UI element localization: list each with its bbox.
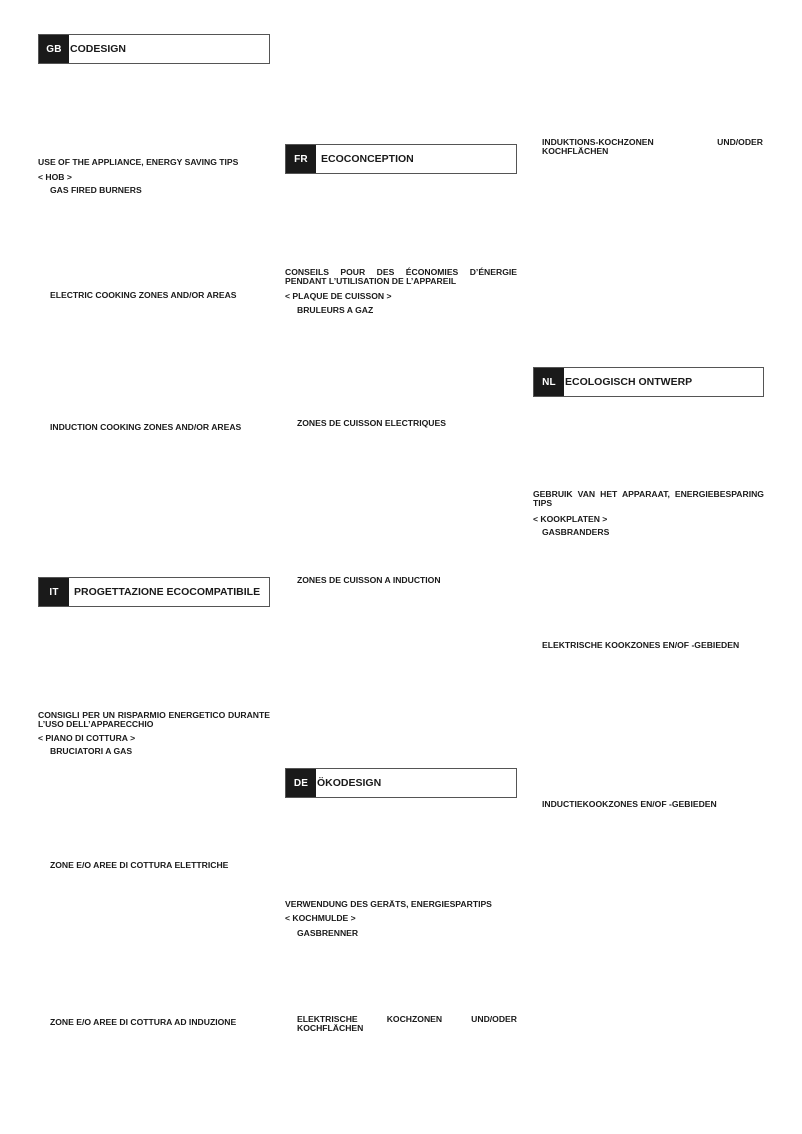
- fr-electric-zones-heading: ZONES DE CUISSON ELECTRIQUES: [297, 418, 446, 428]
- fr-language-code: FR: [286, 145, 316, 173]
- nl-induction-zones-heading: INDUCTIEKOOKZONES EN/OF -GEBIEDEN: [542, 799, 717, 809]
- it-electric-zones-heading: ZONE E/O AREE DI COTTURA ELETTRICHE: [50, 860, 229, 870]
- de-section-title: ÖKODESIGN: [317, 777, 382, 789]
- fr-section-header: [285, 144, 517, 174]
- nl-section-header: [533, 367, 764, 397]
- gb-induction-zones-heading: INDUCTION COOKING ZONES AND/OR AREAS: [50, 422, 242, 432]
- nl-gas-burners-heading: GASBRANDERS: [542, 527, 610, 537]
- gb-gas-burners-heading: GAS FIRED BURNERS: [50, 185, 142, 195]
- it-energy-tips-heading: CONSIGLI PER UN RISPARMIO ENERGETICO DURANTE L’USO DELL’APPARECCHIO: [38, 710, 270, 729]
- de-energy-tips-heading: VERWENDUNG DES GERÄTS, ENERGIESPARTIPS: [285, 899, 492, 909]
- it-section-header: [38, 577, 270, 607]
- nl-energy-tips-heading: GEBRUIK VAN HET APPARAAT, ENERGIEBESPARING TIPS: [533, 489, 764, 508]
- de-product-label: < KOCHMULDE >: [285, 913, 356, 923]
- it-induction-zones-heading: ZONE E/O AREE DI COTTURA AD INDUZIONE: [50, 1017, 237, 1027]
- nl-section-title: ECOLOGISCH ONTWERP: [565, 376, 693, 388]
- gb-language-code: GB: [39, 35, 69, 63]
- gb-electric-zones-heading: ELECTRIC COOKING ZONES AND/OR AREAS: [50, 290, 237, 300]
- nl-electric-zones-heading: ELEKTRISCHE KOOKZONES EN/OF -GEBIEDEN: [542, 640, 740, 650]
- fr-product-label: < PLAQUE DE CUISSON >: [285, 291, 392, 301]
- de-language-code: DE: [286, 769, 316, 797]
- nl-language-code: NL: [534, 368, 564, 396]
- gb-section-title: CODESIGN: [70, 43, 127, 55]
- it-language-code: IT: [39, 578, 69, 606]
- de-section-header: [285, 768, 517, 798]
- gb-product-label: < HOB >: [38, 172, 72, 182]
- fr-induction-zones-heading: ZONES DE CUISSON A INDUCTION: [297, 575, 441, 585]
- gb-section-header: [38, 34, 270, 64]
- de-electric-zones-heading: ELEKTRISCHE KOCHZONEN UND/ODER KOCHFLÄCHEN: [297, 1014, 517, 1033]
- nl-product-label: < KOOKPLATEN >: [533, 514, 608, 524]
- fr-section-title: ECOCONCEPTION: [321, 153, 414, 165]
- gb-energy-tips-heading: USE OF THE APPLIANCE, ENERGY SAVING TIPS: [38, 157, 239, 167]
- de-induction-zones-heading: INDUKTIONS-KOCHZONEN UND/ODER KOCHFLÄCHEN: [542, 137, 763, 156]
- it-gas-burners-heading: BRUCIATORI A GAS: [50, 746, 133, 756]
- fr-gas-burners-heading: BRULEURS A GAZ: [297, 305, 374, 315]
- fr-energy-tips-heading: CONSEILS POUR DES ÉCONOMIES D’ÉNERGIE PENDANT L’UTILISATION DE L’APPAREIL: [285, 267, 517, 286]
- it-section-title: PROGETTAZIONE ECOCOMPATIBILE: [74, 586, 261, 598]
- it-product-label: < PIANO DI COTTURA >: [38, 733, 136, 743]
- de-gas-burners-heading: GASBRENNER: [297, 928, 359, 938]
